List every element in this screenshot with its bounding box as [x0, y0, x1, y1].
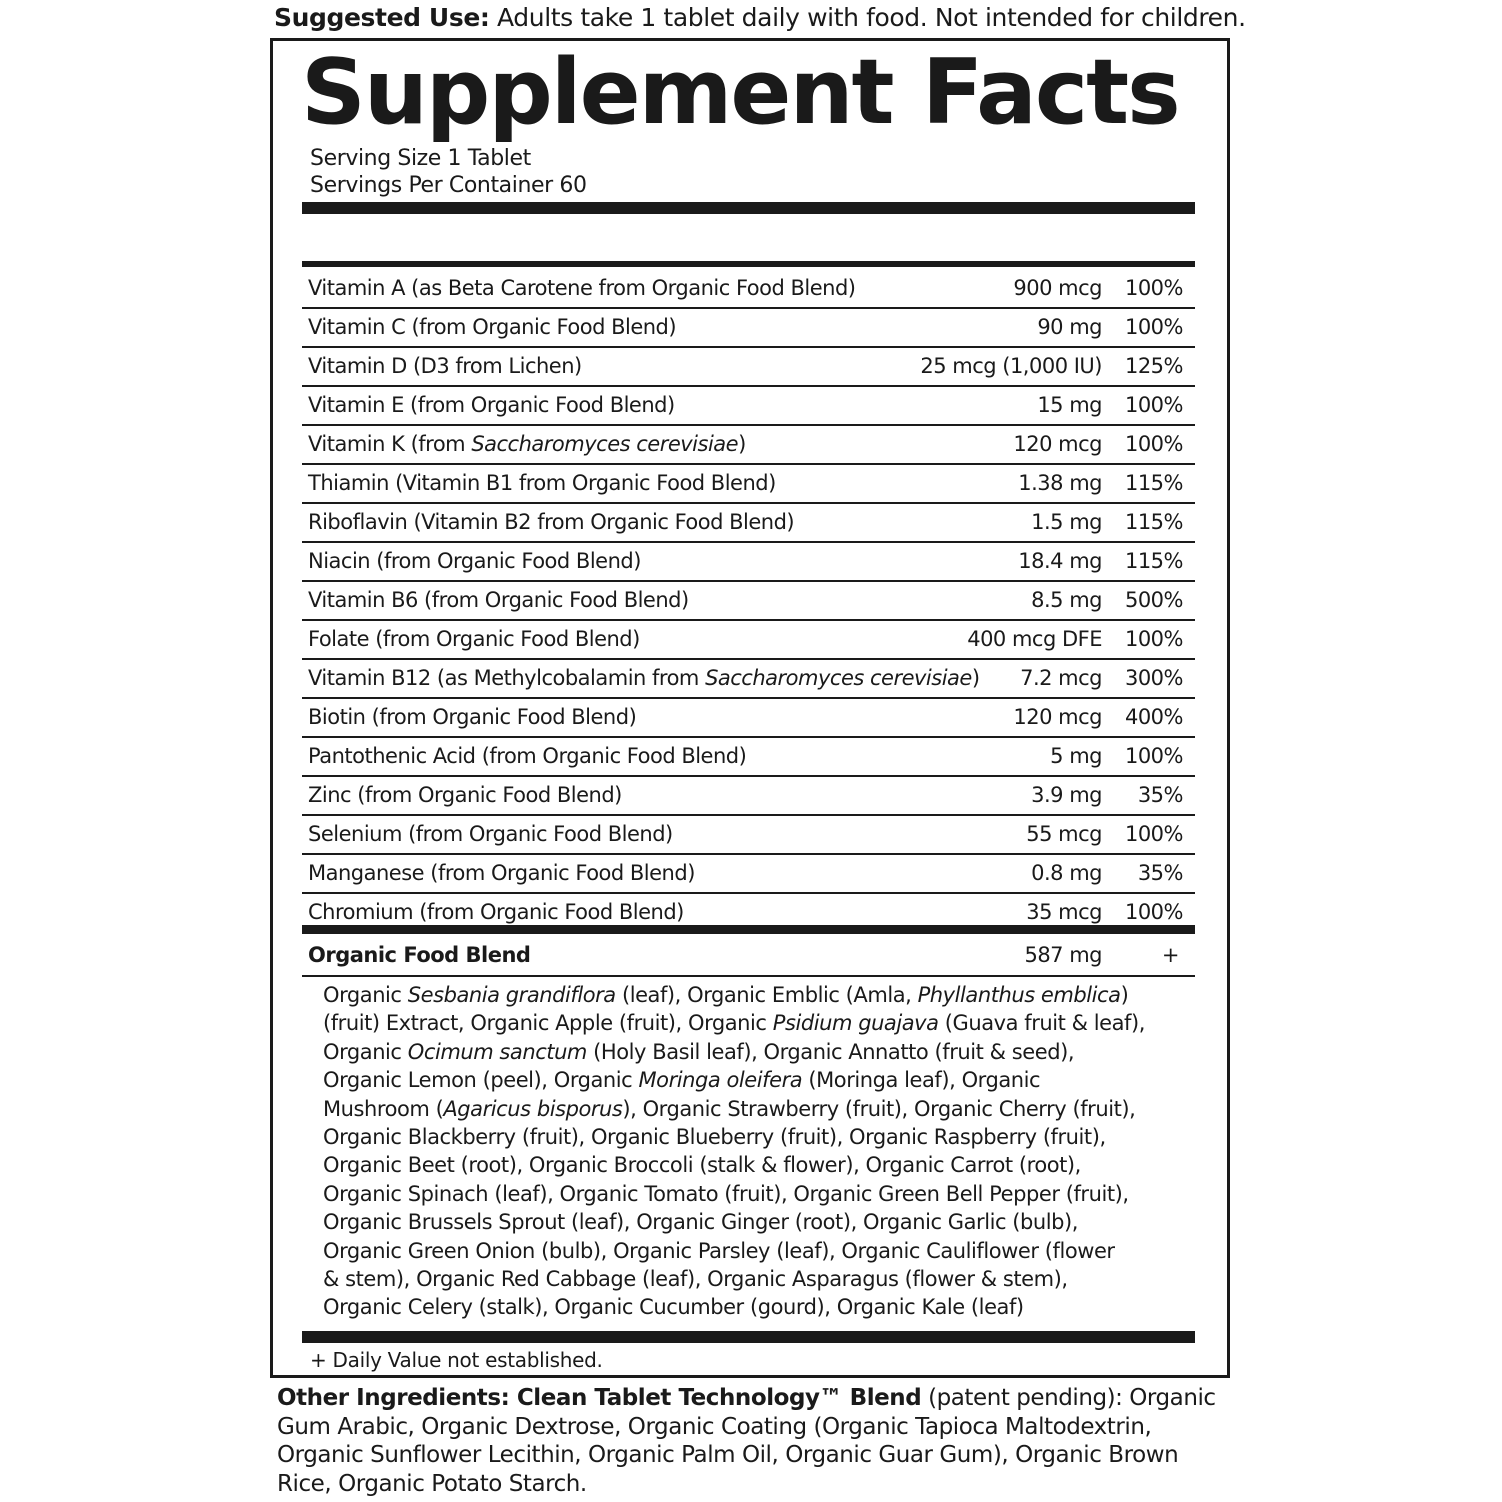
supplement-facts-panel — [270, 38, 1230, 1378]
nutrient-name: Folate (from Organic Food Blend) — [308, 627, 640, 651]
nutrient-amount: 8.5 mg — [1031, 588, 1102, 612]
thick-divider — [302, 202, 1195, 214]
blend-row — [302, 935, 1195, 977]
nutrient-daily-value: 100% — [1124, 393, 1183, 417]
blend-ingredients — [323, 981, 1183, 1322]
nutrient-name: Riboflavin (Vitamin B2 from Organic Food Blend) — [308, 510, 795, 534]
nutrient-amount: 120 mcg — [1013, 432, 1102, 456]
nutrient-row — [302, 738, 1195, 777]
blend-ingredient-line: Organic Ocimum sanctum (Holy Basil leaf), Organic Annatto (fruit & seed), — [323, 1039, 1075, 1064]
nutrient-row — [302, 270, 1195, 309]
nutrient-amount: 5 mg — [1050, 744, 1102, 768]
nutrient-amount: 25 mcg (1,000 IU) — [920, 354, 1102, 378]
nutrient-amount: 55 mcg — [1026, 822, 1102, 846]
nutrient-daily-value: 115% — [1124, 549, 1183, 573]
blend-ingredient-line: Organic Lemon (peel), Organic Moringa oleifera (Moringa leaf), Organic — [323, 1068, 1041, 1093]
nutrient-daily-value: 400% — [1124, 705, 1183, 729]
blend-ingredient-line: Organic Blackberry (fruit), Organic Blueberry (fruit), Organic Raspberry (fruit), — [323, 1124, 1106, 1149]
blend-ingredient-line: Organic Sesbania grandiflora (leaf), Organic Emblic (Amla, Phyllanthus emblica) — [323, 983, 1129, 1007]
nutrient-daily-value: 100% — [1124, 276, 1183, 300]
blend-ingredient-line: Organic Spinach (leaf), Organic Tomato (fruit), Organic Green Bell Pepper (fruit), — [323, 1181, 1129, 1206]
nutrient-name: Vitamin C (from Organic Food Blend) — [308, 315, 677, 339]
nutrient-amount: 35 mcg — [1026, 900, 1102, 924]
nutrient-daily-value: 115% — [1124, 471, 1183, 495]
nutrient-name: Zinc (from Organic Food Blend) — [308, 783, 622, 807]
nutrient-row — [302, 621, 1195, 660]
servings-per-container: Servings Per Container 60 — [310, 173, 587, 198]
blend-ingredient-line: Organic Beet (root), Organic Broccoli (stalk & flower), Organic Carrot (root), — [323, 1153, 1081, 1178]
nutrient-daily-value: 300% — [1124, 666, 1183, 690]
nutrient-row — [302, 816, 1195, 855]
footer-divider — [302, 1331, 1195, 1343]
nutrient-name: Niacin (from Organic Food Blend) — [308, 549, 641, 573]
footnote: + Daily Value not established. — [310, 1348, 603, 1372]
blend-name: Organic Food Blend — [308, 943, 531, 967]
nutrient-name: Chromium (from Organic Food Blend) — [308, 900, 684, 924]
nutrient-name: Manganese (from Organic Food Blend) — [308, 861, 695, 885]
nutrient-row — [302, 777, 1195, 816]
nutrient-amount: 400 mcg DFE — [967, 627, 1102, 651]
nutrient-row — [302, 855, 1195, 894]
blend-ingredient-line: Mushroom (Agaricus bisporus), Organic Strawberry (fruit), Organic Cherry (fruit), — [323, 1096, 1136, 1121]
blend-ingredient-line: Organic Brussels Sprout (leaf), Organic Ginger (root), Organic Garlic (bulb), — [323, 1210, 1079, 1235]
nutrient-daily-value: 35% — [1137, 783, 1183, 807]
nutrient-name: Vitamin D (D3 from Lichen) — [308, 354, 582, 378]
nutrient-daily-value: 100% — [1124, 900, 1183, 924]
nutrient-row — [302, 348, 1195, 387]
nutrient-name: Vitamin B12 (as Methylcobalamin from Saccharomyces cerevisiae) — [308, 666, 980, 690]
nutrient-row — [302, 543, 1195, 582]
nutrient-amount: 15 mg — [1037, 393, 1102, 417]
other-ingredients-line: Gum Arabic, Organic Dextrose, Organic Coating (Organic Tapioca Maltodextrin, — [277, 1413, 1152, 1440]
nutrient-amount: 900 mcg — [1013, 276, 1102, 300]
nutrient-amount: 7.2 mcg — [1020, 666, 1102, 690]
nutrient-daily-value: 115% — [1124, 510, 1183, 534]
nutrient-table — [302, 270, 1195, 931]
nutrient-daily-value: 100% — [1124, 744, 1183, 768]
nutrient-row — [302, 504, 1195, 543]
nutrient-row — [302, 582, 1195, 621]
header-divider — [302, 261, 1195, 267]
suggested-use-label: Suggested Use: — [274, 3, 490, 32]
nutrient-name: Vitamin K (from Saccharomyces cerevisiae) — [308, 432, 746, 456]
nutrient-name: Selenium (from Organic Food Blend) — [308, 822, 673, 846]
nutrient-name: Thiamin (Vitamin B1 from Organic Food Blend) — [308, 471, 776, 495]
nutrient-name: Vitamin A (as Beta Carotene from Organic Food Blend) — [308, 276, 856, 300]
blend-ingredient-line: Organic Green Onion (bulb), Organic Parsley (leaf), Organic Cauliflower (flower — [323, 1238, 1115, 1263]
nutrient-row — [302, 465, 1195, 504]
other-ingredients-line: Other Ingredients: Clean Tablet Technology™ Blend (patent pending): Organic — [277, 1385, 1216, 1411]
blend-ingredient-line: & stem), Organic Red Cabbage (leaf), Organic Asparagus (flower & stem), — [323, 1266, 1068, 1291]
nutrient-amount: 1.38 mg — [1018, 471, 1102, 495]
nutrient-row — [302, 387, 1195, 426]
blend-amount: 587 mg — [1024, 943, 1102, 967]
blend-ingredient-line: Organic Celery (stalk), Organic Cucumber (gourd), Organic Kale (leaf) — [323, 1295, 1024, 1320]
nutrient-row — [302, 699, 1195, 738]
nutrient-daily-value: 500% — [1124, 588, 1183, 612]
nutrient-amount: 90 mg — [1037, 315, 1102, 339]
nutrient-daily-value: 125% — [1124, 354, 1183, 378]
nutrient-amount: 1.5 mg — [1031, 510, 1102, 534]
suggested-use — [274, 2, 1274, 34]
blend-divider — [302, 925, 1195, 934]
nutrient-daily-value: 35% — [1137, 861, 1183, 885]
serving-info — [310, 145, 587, 199]
nutrient-daily-value: 100% — [1124, 627, 1183, 651]
nutrient-amount: 0.8 mg — [1031, 861, 1102, 885]
nutrient-daily-value: 100% — [1124, 822, 1183, 846]
blend-dv: + — [1161, 943, 1179, 967]
nutrient-amount: 3.9 mg — [1031, 783, 1102, 807]
blend-ingredient-line: (fruit) Extract, Organic Apple (fruit), Organic Psidium guajava (Guava fruit & leaf), — [323, 1011, 1145, 1036]
other-ingredients-line: Organic Sunflower Lecithin, Organic Palm Oil, Organic Guar Gum), Organic Brown — [277, 1442, 1179, 1468]
nutrient-name: Biotin (from Organic Food Blend) — [308, 705, 637, 729]
other-ingredients-line: Rice, Organic Potato Starch. — [277, 1470, 587, 1497]
nutrient-daily-value: 100% — [1124, 432, 1183, 456]
nutrient-row — [302, 426, 1195, 465]
nutrient-name: Vitamin B6 (from Organic Food Blend) — [308, 588, 689, 612]
panel-title: Supplement Facts — [301, 40, 1179, 145]
nutrient-daily-value: 100% — [1124, 315, 1183, 339]
nutrient-amount: 120 mcg — [1013, 705, 1102, 729]
suggested-use-text: Adults take 1 tablet daily with food. Not intended for children. — [489, 3, 1246, 32]
nutrient-name: Vitamin E (from Organic Food Blend) — [308, 393, 675, 417]
other-ingredients — [277, 1384, 1267, 1498]
nutrient-name: Pantothenic Acid (from Organic Food Blend) — [308, 744, 747, 768]
nutrient-row — [302, 309, 1195, 348]
nutrient-row — [302, 660, 1195, 699]
serving-size: Serving Size 1 Tablet — [310, 146, 531, 171]
nutrient-amount: 18.4 mg — [1018, 549, 1102, 573]
